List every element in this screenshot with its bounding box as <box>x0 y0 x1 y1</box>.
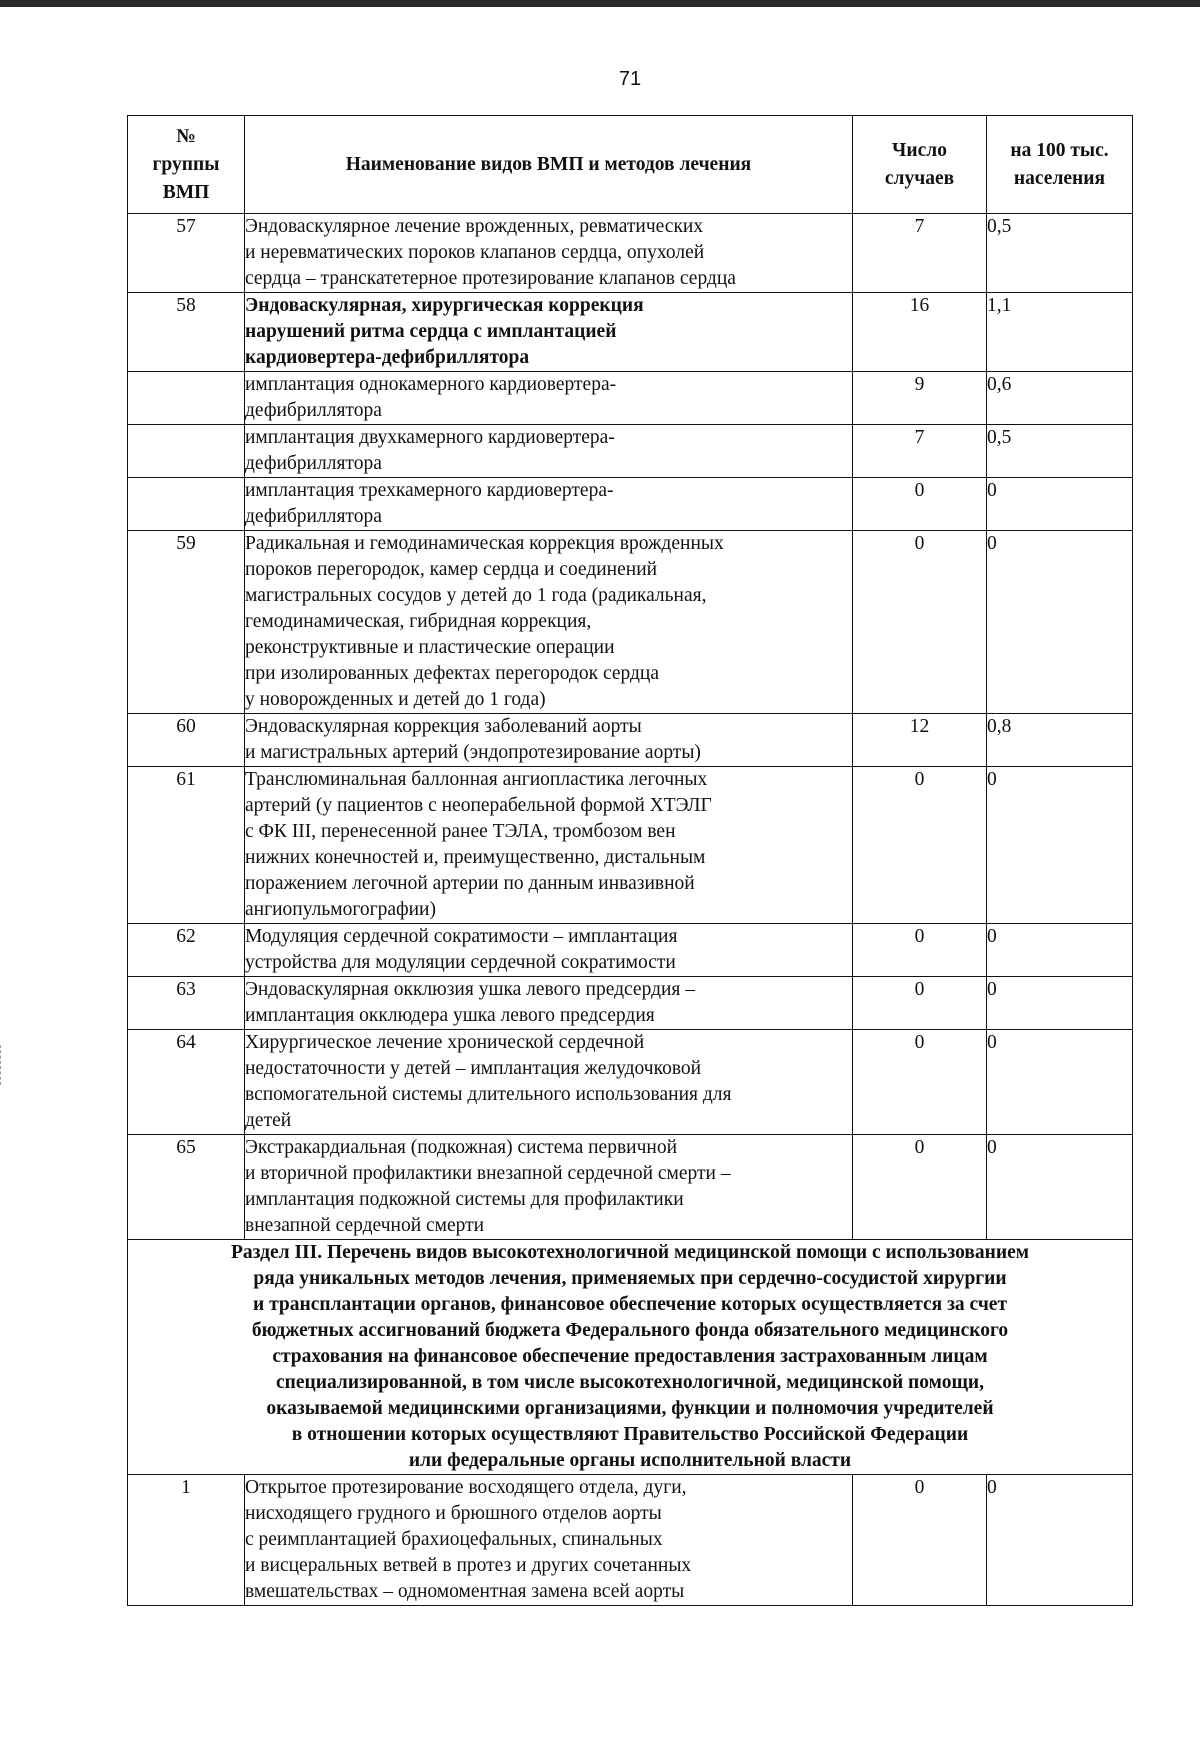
row-group-number: 59 <box>128 531 245 714</box>
method-name-line: при изолированных дефектах перегородок сердца <box>245 663 660 684</box>
page-number: 71 <box>618 68 642 90</box>
table-row <box>128 767 1133 924</box>
row-method-name <box>245 531 853 714</box>
method-name-line: у новорожденных и детей до 1 года) <box>245 689 546 710</box>
row-group-number: 57 <box>128 214 245 293</box>
section-heading-line: бюджетных ассигнований бюджета Федерального фонда обязательного медицинского <box>251 1320 1009 1341</box>
section-heading-line: в отношении которых осуществляют Правительство Российской Федерации <box>291 1424 969 1445</box>
row-group-number: 58 <box>128 293 245 372</box>
row-case-count: 0 <box>853 1475 987 1606</box>
method-name-line: Модуляция сердечной сократимости – имплантация <box>245 926 678 947</box>
row-rate-per-100k: 0 <box>987 977 1133 1030</box>
method-name-line: Эндоваскулярная, хирургическая коррекция <box>245 295 644 316</box>
table-row <box>128 425 1133 478</box>
section-heading-line: ряда уникальных методов лечения, применяемых при сердечно-сосудистой хирургии <box>253 1268 1007 1289</box>
table-row <box>128 1030 1133 1135</box>
method-name-line: и неревматических пороков клапанов сердца, опухолей <box>245 242 705 263</box>
row-case-count: 16 <box>853 293 987 372</box>
row-case-count: 9 <box>853 372 987 425</box>
row-group-number: 63 <box>128 977 245 1030</box>
method-name-line: недостаточности у детей – имплантация желудочковой <box>245 1058 702 1079</box>
table-row <box>128 714 1133 767</box>
method-name-line: Радикальная и гемодинамическая коррекция врожденных <box>245 533 724 554</box>
method-name-line: вспомогательной системы длительного использования для <box>245 1084 732 1105</box>
row-group-number: 65 <box>128 1135 245 1240</box>
row-rate-per-100k: 0 <box>987 1475 1133 1606</box>
table-row <box>128 531 1133 714</box>
row-group-number: 62 <box>128 924 245 977</box>
method-name-line: внезапной сердечной смерти <box>245 1215 485 1236</box>
row-rate-per-100k: 0 <box>987 924 1133 977</box>
method-name-line: имплантация трехкамерного кардиовертера- <box>245 480 614 501</box>
row-case-count: 7 <box>853 214 987 293</box>
row-case-count: 7 <box>853 425 987 478</box>
row-group-number: 1 <box>128 1475 245 1606</box>
table-row <box>128 478 1133 531</box>
method-name-line: ангиопульмогографии) <box>245 899 436 920</box>
method-name-line: вмешательствах – одномоментная замена всей аорты <box>245 1581 685 1602</box>
row-case-count: 0 <box>853 1135 987 1240</box>
method-name-line: Эндоваскулярное лечение врожденных, ревматических <box>245 216 704 237</box>
method-name-line: имплантация окклюдера ушка левого предсердия <box>245 1005 655 1026</box>
row-group-number <box>128 425 245 478</box>
method-name-line: и магистральных артерий (эндопротезирование аорты) <box>245 742 701 763</box>
row-rate-per-100k: 0 <box>987 478 1133 531</box>
row-method-name <box>245 767 853 924</box>
row-case-count: 0 <box>853 924 987 977</box>
table-row <box>128 1135 1133 1240</box>
row-group-number: 64 <box>128 1030 245 1135</box>
scan-mark <box>0 1045 7 1085</box>
section-row <box>128 1240 1133 1475</box>
row-method-name <box>245 214 853 293</box>
table-row <box>128 214 1133 293</box>
method-name-line: нарушений ритма сердца с имплантацией <box>245 321 617 342</box>
row-case-count: 0 <box>853 767 987 924</box>
method-name-line: реконструктивные и пластические операции <box>245 637 615 658</box>
row-method-name <box>245 1475 853 1606</box>
row-method-name <box>245 1030 853 1135</box>
row-group-number <box>128 372 245 425</box>
row-rate-per-100k: 0,6 <box>987 372 1133 425</box>
row-method-name <box>245 1135 853 1240</box>
row-method-name <box>245 478 853 531</box>
section-heading-line: или федеральные органы исполнительной власти <box>408 1450 852 1471</box>
method-name-line: сердца – транскатетерное протезирование клапанов сердца <box>245 268 736 289</box>
section-heading-line: и трансплантации органов, финансовое обеспечение которых осуществляется за счет <box>252 1294 1008 1315</box>
header-count: Число случаев <box>853 116 987 214</box>
row-rate-per-100k: 0 <box>987 767 1133 924</box>
table-header-row <box>128 116 1133 214</box>
method-name-line: дефибриллятора <box>245 506 382 527</box>
method-name-line: дефибриллятора <box>245 453 382 474</box>
header-group-number: № группы ВМП <box>128 116 245 214</box>
row-rate-per-100k: 0,8 <box>987 714 1133 767</box>
table-row <box>128 977 1133 1030</box>
row-group-number <box>128 478 245 531</box>
row-case-count: 0 <box>853 478 987 531</box>
row-method-name <box>245 293 853 372</box>
row-rate-per-100k: 0,5 <box>987 214 1133 293</box>
table-row <box>128 1475 1133 1606</box>
section-heading-line: оказываемой медицинскими организациями, функции и полномочия учредителей <box>266 1398 994 1419</box>
header-rate: на 100 тыс. населения <box>987 116 1133 214</box>
method-name-line: детей <box>245 1110 292 1131</box>
method-name-line: нисходящего грудного и брюшного отделов аорты <box>245 1503 662 1524</box>
method-name-line: имплантация однокамерного кардиовертера- <box>245 374 617 395</box>
top-border-bar <box>0 0 1200 7</box>
method-name-line: с ФК III, перенесенной ранее ТЭЛА, тромбозом вен <box>245 821 676 842</box>
method-name-line: кардиовертера-дефибриллятора <box>245 347 530 368</box>
row-case-count: 0 <box>853 1030 987 1135</box>
row-method-name <box>245 977 853 1030</box>
method-name-line: имплантация двухкамерного кардиовертера- <box>245 427 615 448</box>
section-heading-line: Раздел III. Перечень видов высокотехнологичной медицинской помощи с использованием <box>230 1242 1030 1263</box>
row-rate-per-100k: 0 <box>987 531 1133 714</box>
method-name-line: пороков перегородок, камер сердца и соединений <box>245 559 658 580</box>
table-row <box>128 372 1133 425</box>
row-case-count: 12 <box>853 714 987 767</box>
method-name-line: Открытое протезирование восходящего отдела, дуги, <box>245 1477 687 1498</box>
method-name-line: Эндоваскулярная окклюзия ушка левого предсердия – <box>245 979 696 1000</box>
header-name: Наименование видов ВМП и методов лечения <box>245 116 853 214</box>
method-name-line: и висцеральных ветвей в протез и других сочетанных <box>245 1555 692 1576</box>
method-name-line: Эндоваскулярная коррекция заболеваний аорты <box>245 716 642 737</box>
method-name-line: гемодинамическая, гибридная коррекция, <box>245 611 592 632</box>
row-rate-per-100k: 0 <box>987 1135 1133 1240</box>
method-name-line: поражением легочной артерии по данным инвазивной <box>245 873 695 894</box>
method-name-line: магистральных сосудов у детей до 1 года (радикальная, <box>245 585 707 606</box>
method-name-line: и вторичной профилактики внезапной сердечной смерти – <box>245 1163 731 1184</box>
row-group-number: 60 <box>128 714 245 767</box>
method-name-line: имплантация подкожной системы для профилактики <box>245 1189 684 1210</box>
row-case-count: 0 <box>853 977 987 1030</box>
method-name-line: дефибриллятора <box>245 400 382 421</box>
row-group-number: 61 <box>128 767 245 924</box>
row-method-name <box>245 425 853 478</box>
row-method-name <box>245 372 853 425</box>
row-case-count: 0 <box>853 531 987 714</box>
method-name-line: нижних конечностей и, преимущественно, дистальным <box>245 847 706 868</box>
row-rate-per-100k: 0,5 <box>987 425 1133 478</box>
row-rate-per-100k: 1,1 <box>987 293 1133 372</box>
method-name-line: с реимплантацией брахиоцефальных, спинальных <box>245 1529 663 1550</box>
vmp-table <box>127 115 1133 1606</box>
section-heading-line: специализированной, в том числе высокотехнологичной, медицинской помощи, <box>275 1372 985 1393</box>
table-row <box>128 924 1133 977</box>
method-name-line: Хирургическое лечение хронической сердечной <box>245 1032 645 1053</box>
method-name-line: устройства для модуляции сердечной сократимости <box>245 952 676 973</box>
row-rate-per-100k: 0 <box>987 1030 1133 1135</box>
section-heading <box>128 1240 1133 1475</box>
table-row <box>128 293 1133 372</box>
method-name-line: Экстракардиальная (подкожная) система первичной <box>245 1137 678 1158</box>
row-method-name <box>245 714 853 767</box>
row-method-name <box>245 924 853 977</box>
section-heading-line: страхования на финансовое обеспечение предоставления застрахованным лицам <box>272 1346 988 1367</box>
method-name-line: артерий (у пациентов с неоперабельной формой ХТЭЛГ <box>245 795 712 816</box>
method-name-line: Транслюминальная баллонная ангиопластика легочных <box>245 769 708 790</box>
